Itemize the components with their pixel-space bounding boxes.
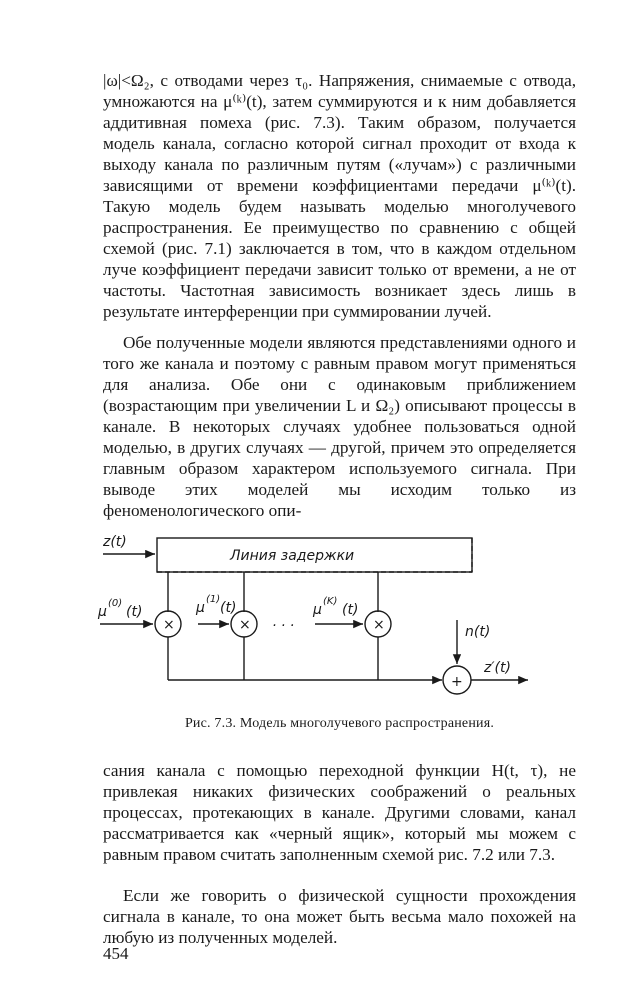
coef-1-arg: (t) — [220, 600, 237, 616]
paragraph-2: Обе полученные модели являются представлениями одного и того же канала и поэтому с равным правом могут применяться для анализа. Обе они с одинаковым приближением (возрастающим при увеличении L и Ω₂) описывают процессы в канале. В некоторых случаях удобнее пользоваться одной моделью, в других случаях — другой, причем это определяется главным образом характером используемого сигнала. При выводе этих моделей мы исходим только из феноменологического опи- — [103, 333, 576, 520]
coef-0-arg: (t) — [126, 604, 143, 620]
summator-symbol: + — [451, 674, 463, 690]
paragraph-4: Если же говорить о физической сущности прохождения сигнала в канале, то она может быть весьма мало похожей на любую из полученных моделей. — [103, 886, 576, 947]
paragraph-3: сания канала с помощью переходной функции H(t, τ), не привлекая никаких физических соображений о реальных процессах, протекающих в канале. Другими словами, канал рассматривается как «черный ящик», который мы можем с равным правом считать заполненным схемой рис. 7.2 или 7.3. — [103, 761, 576, 864]
noise-label: n(t) — [465, 624, 491, 640]
page-number: 454 — [103, 944, 129, 963]
input-label: z(t) — [103, 534, 127, 550]
coef-k-mu: μ — [313, 602, 322, 618]
multiplier-k-symbol: × — [373, 617, 385, 633]
paragraph-1: |ω|<Ω₂, с отводами через τ₀. Напряжения, снимаемые с отвода, умножаются на μ⁽ᵏ⁾(t), затем суммируются и к ним добавляется аддитивная помеха (рис. 7.3). Таким образом, получается модель канала, согласно которой сигнал проходит от входа к выходу канала по различным путям («лучам») с различными зависящими от времени коэффициентами передачи μ⁽ᵏ⁾(t). Такую модель будем называть моделью многолучевого распространения. Ее преимущество по сравнению с общей схемой (рис. 7.1) заключается в том, что в каждом отдельном луче коэффициент передачи зависит только от времени, а не от частоты. Частотная зависимость возникает здесь лишь в результате интерференции при суммировании лучей. — [103, 71, 576, 321]
figure-7-3 — [0, 520, 630, 720]
multiplier-0-symbol: × — [163, 617, 175, 633]
coef-1-sup: (1) — [206, 594, 221, 605]
coef-k-sup: (K) — [323, 596, 338, 607]
multiplier-1-symbol: × — [239, 617, 251, 633]
figure-caption: Рис. 7.3. Модель многолучевого распространения. — [184, 716, 495, 731]
block-diagram — [0, 520, 630, 720]
ellipsis: · · · — [272, 618, 295, 634]
output-label: z′(t) — [484, 660, 511, 676]
delay-line-label: Линия задержки — [230, 548, 355, 564]
coef-k-arg: (t) — [342, 602, 359, 618]
coef-0-mu: μ — [98, 604, 107, 620]
coef-1-mu: μ — [196, 600, 205, 616]
coef-0-sup: (0) — [108, 598, 123, 609]
